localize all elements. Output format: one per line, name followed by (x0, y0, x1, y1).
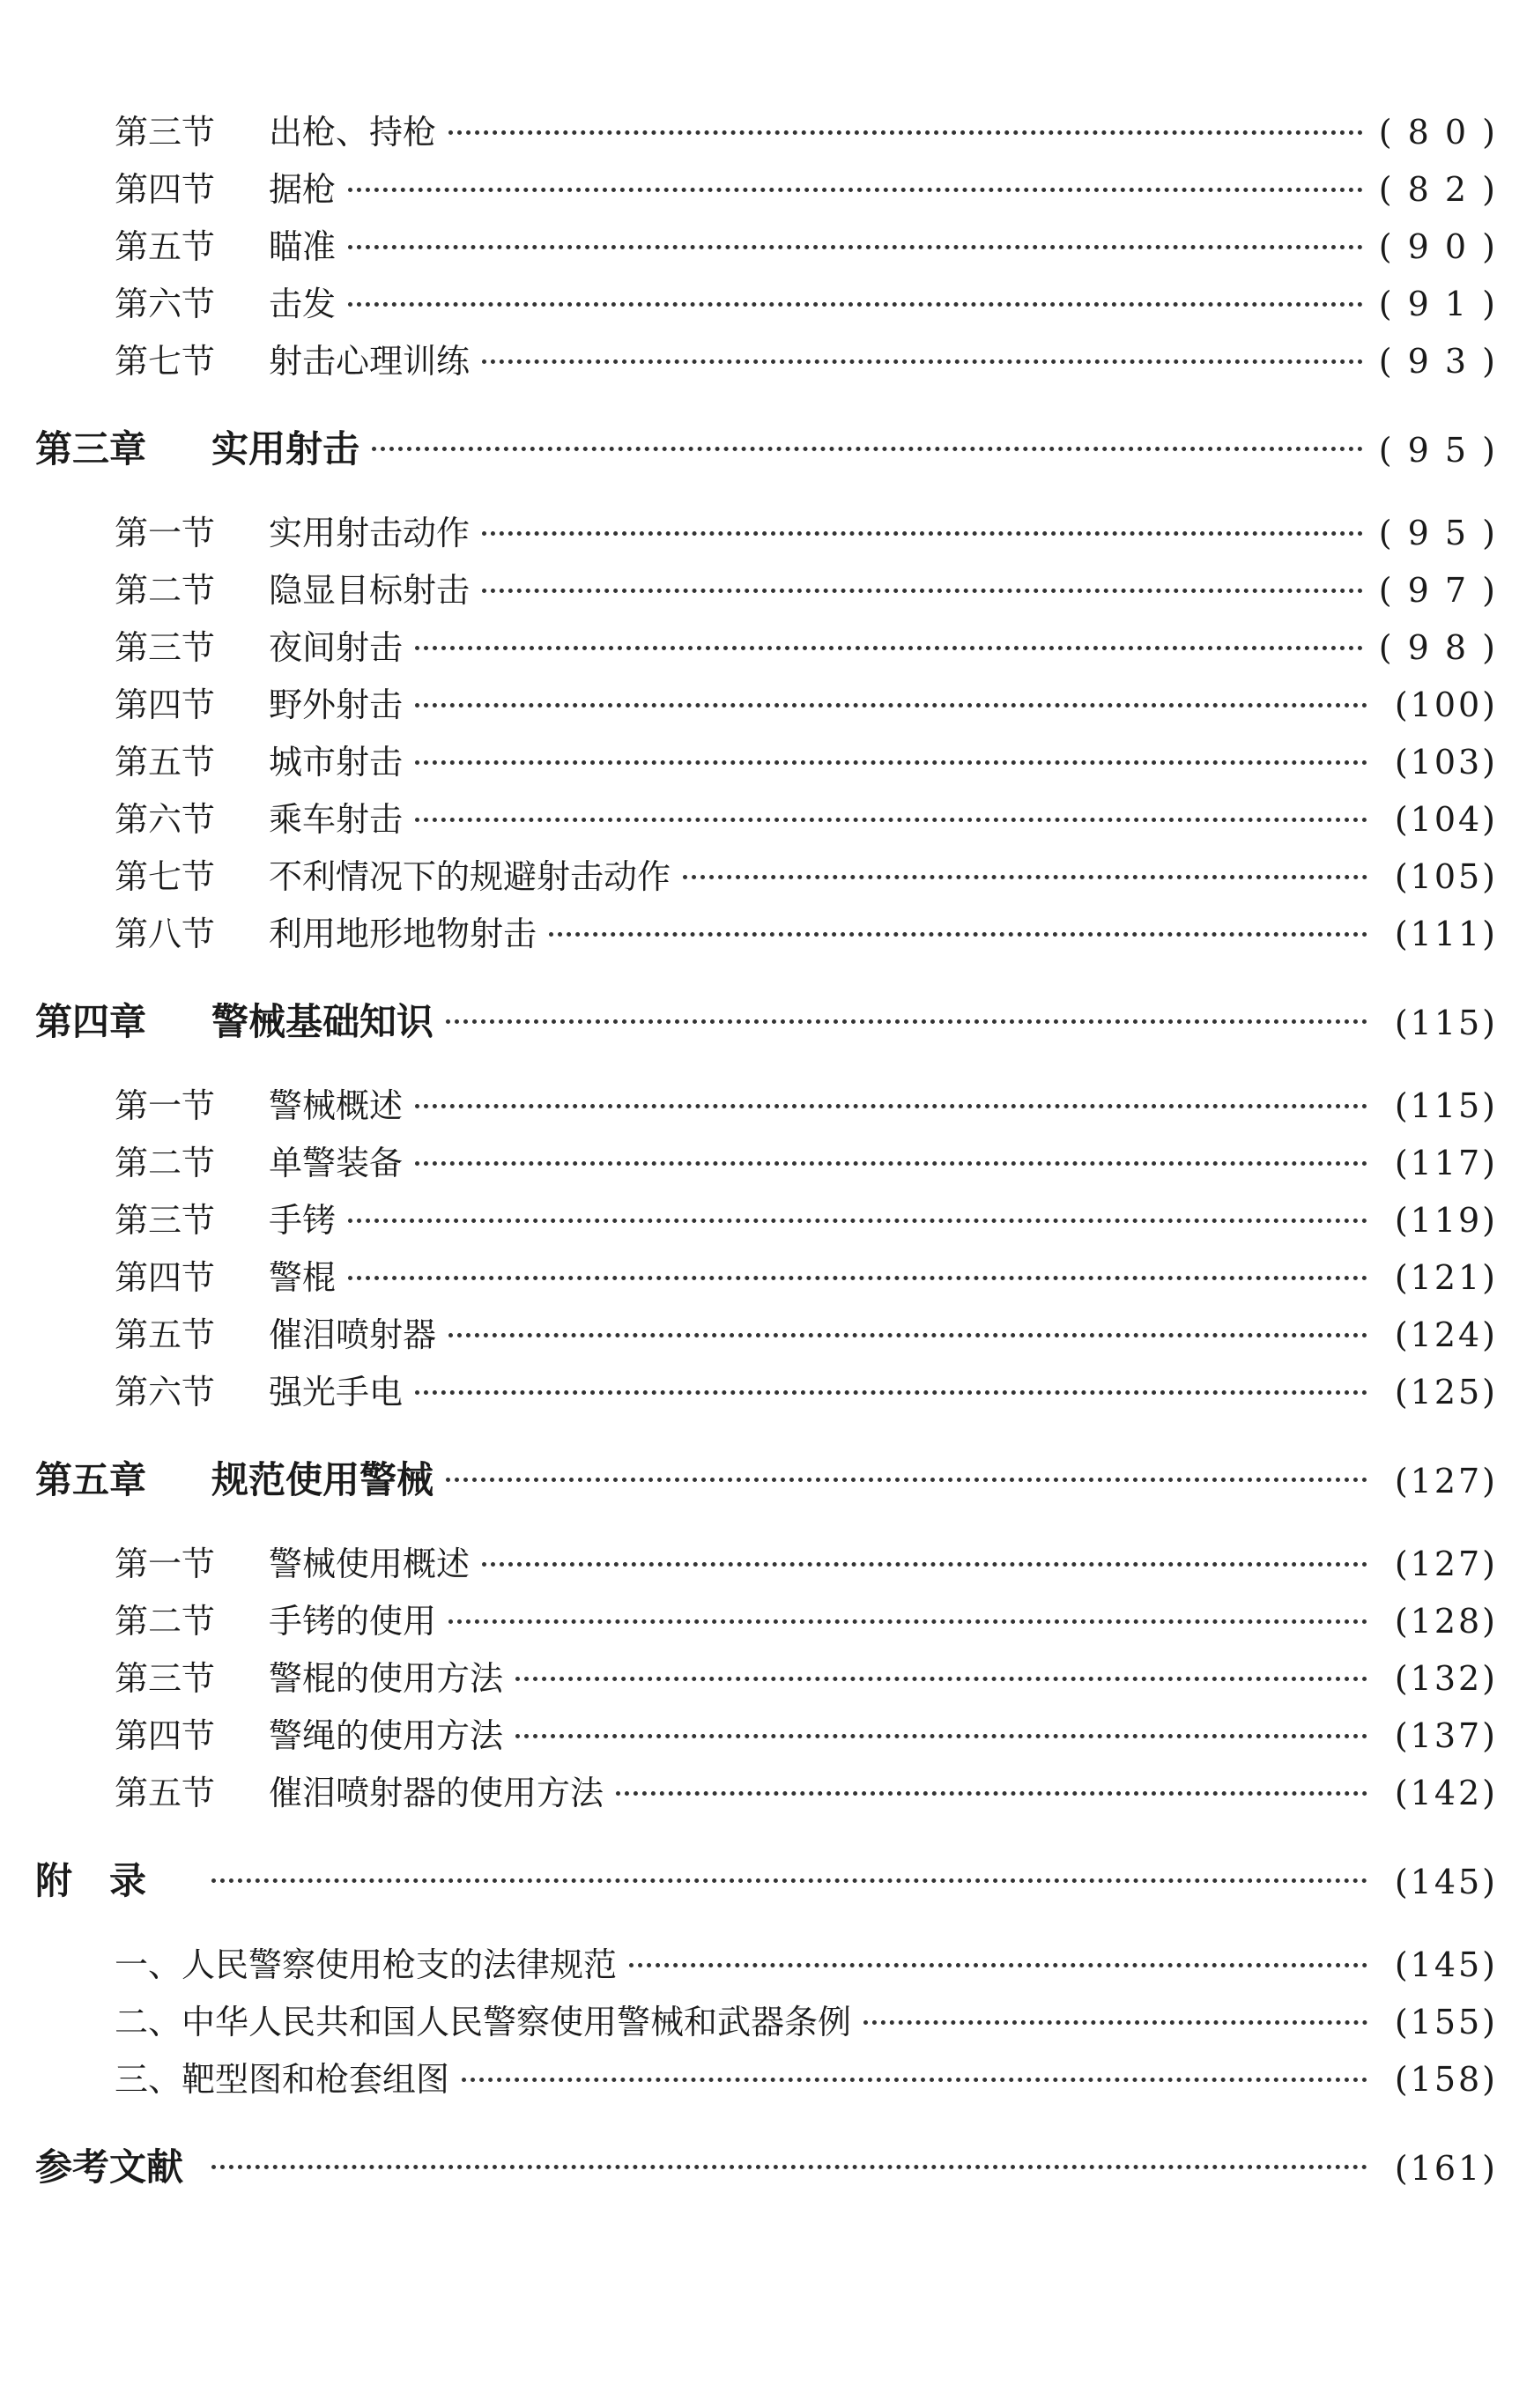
toc-entry-label: 附 录 (35, 1859, 147, 1902)
toc-entry-title: 规范使用警械 (211, 1458, 434, 1501)
toc-entry-title: 利用地形地物射击 (269, 915, 537, 953)
toc-entry-label: 第六节 (115, 800, 216, 839)
toc-section-row (115, 224, 1498, 270)
toc-entry-label: 第一节 (115, 1545, 216, 1583)
dot-leader (616, 1791, 1367, 1796)
toc-entry-label: 第五节 (115, 1774, 216, 1812)
toc-entry-title: 乘车射击 (269, 800, 404, 839)
toc-section-row (115, 338, 1498, 384)
dot-leader (482, 589, 1363, 593)
toc-page-number: (128) (1394, 1602, 1498, 1641)
toc-entry-title: 据枪 (269, 170, 337, 209)
toc-entry-title: 催泪喷射器的使用方法 (269, 1774, 604, 1812)
toc-page-number: ( 8 0 ) (1378, 113, 1498, 152)
dot-leader (348, 1276, 1367, 1280)
toc-entry-label: 第四节 (115, 1258, 216, 1297)
dot-leader (415, 646, 1363, 650)
toc-page-number: (132) (1394, 1659, 1498, 1698)
toc-section-row (115, 567, 1498, 613)
toc-section-row (115, 682, 1498, 728)
toc-chapter-row (35, 1456, 1498, 1505)
toc-entry-title: 手铐 (269, 1201, 337, 1240)
toc-section-row (115, 1312, 1498, 1358)
toc-page-number: (142) (1394, 1774, 1498, 1812)
toc-entry-label: 第四章 (35, 1000, 147, 1043)
toc-page-number: ( 8 2 ) (1378, 170, 1498, 209)
toc-entry-label: 第三节 (115, 113, 216, 152)
toc-entry-title: 不利情况下的规避射击动作 (269, 857, 671, 896)
toc-section-row (115, 739, 1498, 785)
dot-leader (415, 1104, 1367, 1108)
toc-entry-label: 第五节 (115, 227, 216, 266)
dot-leader (863, 2020, 1367, 2025)
toc-entry-title: 城市射击 (269, 743, 404, 782)
toc-section-row (115, 510, 1498, 556)
toc-page-number: ( 9 0 ) (1378, 227, 1498, 266)
toc-section-row (115, 796, 1498, 842)
toc-entry-label: 第五章 (35, 1458, 147, 1501)
toc-page-number: (124) (1394, 1315, 1498, 1354)
toc-page-number: (111) (1394, 915, 1498, 953)
toc-entry-title: 实用射击动作 (269, 514, 471, 552)
dot-leader (415, 818, 1367, 822)
toc-entry-label: 第二节 (115, 1602, 216, 1641)
toc-page-number: (155) (1394, 2003, 1498, 2041)
toc-entry-label: 第七节 (115, 342, 216, 381)
dot-leader (629, 1963, 1367, 1967)
toc-entry-title: 警绳的使用方法 (269, 1716, 504, 1755)
toc-section-row (115, 2056, 1498, 2102)
toc-page-number: (105) (1394, 857, 1498, 896)
toc-entry-label: 第八节 (115, 915, 216, 953)
toc-section-row (115, 1598, 1498, 1644)
dot-leader (462, 2078, 1367, 2082)
toc-entry-title: 出枪、持枪 (269, 113, 437, 152)
toc-section-row (115, 1197, 1498, 1243)
toc-entry-label: 第五节 (115, 1315, 216, 1354)
toc-entry-label: 第二节 (115, 571, 216, 610)
toc-chapter-row (35, 1856, 1498, 1906)
dot-leader (515, 1677, 1367, 1681)
dot-leader (211, 1878, 1367, 1883)
toc-entry-title: 隐显目标射击 (269, 571, 471, 610)
toc-entry-title: 三、靶型图和枪套组图 (115, 2060, 450, 2099)
dot-leader (348, 1219, 1367, 1223)
toc-page-number: (115) (1394, 1004, 1498, 1042)
toc-section-row (115, 109, 1498, 155)
toc-entry-label: 参考文献 (35, 2145, 184, 2189)
toc-page-number: (125) (1394, 1373, 1498, 1411)
toc-entry-title: 强光手电 (269, 1373, 404, 1411)
dot-leader (415, 1161, 1367, 1166)
toc-entry-label: 第三节 (115, 628, 216, 667)
toc-entry-title: 野外射击 (269, 685, 404, 724)
toc-page-number: (145) (1394, 1945, 1498, 1984)
toc-entry-label: 第二节 (115, 1144, 216, 1182)
toc-entry-title: 警械基础知识 (211, 1000, 434, 1043)
toc-page-number: (137) (1394, 1716, 1498, 1755)
toc-page-number: ( 9 5 ) (1378, 431, 1498, 470)
dot-leader (415, 1390, 1367, 1395)
dot-leader (448, 1333, 1367, 1337)
toc-entry-label: 第六节 (115, 285, 216, 323)
toc-entry-title: 警械使用概述 (269, 1545, 471, 1583)
toc-section-row (115, 167, 1498, 212)
toc-section-row (115, 1140, 1498, 1186)
toc-entry-title: 单警装备 (269, 1144, 404, 1182)
toc-page-number: (127) (1394, 1545, 1498, 1583)
dot-leader (482, 531, 1363, 536)
toc-entry-title: 手铐的使用 (269, 1602, 437, 1641)
toc-entry-title: 击发 (269, 285, 337, 323)
toc-entry-title: 二、中华人民共和国人民警察使用警械和武器条例 (115, 2003, 852, 2041)
toc-section-row (115, 281, 1498, 327)
toc-entry-title: 催泪喷射器 (269, 1315, 437, 1354)
toc-entry-title: 实用射击 (211, 427, 360, 470)
toc-page-number: ( 9 1 ) (1378, 285, 1498, 323)
toc-entry-title: 一、人民警察使用枪支的法律规范 (115, 1945, 618, 1984)
toc-entry-label: 第七节 (115, 857, 216, 896)
dot-leader (211, 2165, 1367, 2169)
toc-page-number: (127) (1394, 1462, 1498, 1500)
toc-page-number: ( 9 3 ) (1378, 342, 1498, 381)
toc-section-row (115, 1999, 1498, 2045)
dot-leader (549, 932, 1367, 937)
toc-page-number: (145) (1394, 1863, 1498, 1901)
toc-page-number: (158) (1394, 2060, 1498, 2099)
toc-entry-label: 第三节 (115, 1659, 216, 1698)
dot-leader (348, 245, 1363, 249)
toc-page-number: (121) (1394, 1258, 1498, 1297)
toc-entry-label: 第三章 (35, 427, 147, 470)
dot-leader (448, 1619, 1367, 1624)
dot-leader (683, 875, 1367, 879)
dot-leader (415, 703, 1367, 708)
toc-page-number: (100) (1394, 685, 1498, 724)
toc-page-number: (104) (1394, 800, 1498, 839)
toc-entry-label: 第四节 (115, 685, 216, 724)
toc-page-number: ( 9 8 ) (1378, 628, 1498, 667)
dot-leader (482, 359, 1363, 364)
toc-section-row (115, 1083, 1498, 1129)
dot-leader (348, 188, 1363, 192)
toc-entry-label: 第五节 (115, 743, 216, 782)
toc-page-number: ( 9 7 ) (1378, 571, 1498, 610)
toc-section-row (115, 1656, 1498, 1701)
toc-entry-title: 警棍 (269, 1258, 337, 1297)
toc-chapter-row (35, 2143, 1498, 2192)
toc-section-row (115, 1770, 1498, 1816)
toc-page-number: ( 9 5 ) (1378, 514, 1498, 552)
toc-section-row (115, 1942, 1498, 1988)
dot-leader (446, 1019, 1367, 1024)
toc-entry-label: 第一节 (115, 514, 216, 552)
dot-leader (415, 760, 1367, 765)
toc-entry-title: 瞄准 (269, 227, 337, 266)
toc-section-row (115, 1541, 1498, 1587)
dot-leader (448, 130, 1363, 135)
toc-page-number: (161) (1394, 2149, 1498, 2188)
toc-section-row (115, 1713, 1498, 1759)
toc-entry-title: 警棍的使用方法 (269, 1659, 504, 1698)
toc-section-row (115, 911, 1498, 957)
toc-entry-label: 第四节 (115, 170, 216, 209)
toc-entry-title: 射击心理训练 (269, 342, 471, 381)
toc-chapter-row (35, 997, 1498, 1047)
dot-leader (372, 447, 1363, 451)
toc-section-row (115, 1255, 1498, 1300)
toc-entry-label: 第四节 (115, 1716, 216, 1755)
toc-entry-title: 夜间射击 (269, 628, 404, 667)
toc-section-row (115, 625, 1498, 671)
toc-entry-label: 第一节 (115, 1086, 216, 1125)
dot-leader (515, 1734, 1367, 1738)
toc-entry-label: 第三节 (115, 1201, 216, 1240)
dot-leader (482, 1562, 1367, 1567)
toc-page-number: (119) (1394, 1201, 1498, 1240)
toc-page-number: (115) (1394, 1086, 1498, 1125)
toc-section-row (115, 854, 1498, 900)
toc-entry-title: 警械概述 (269, 1086, 404, 1125)
dot-leader (348, 302, 1363, 307)
toc-page-number: (103) (1394, 743, 1498, 782)
dot-leader (446, 1478, 1367, 1482)
toc-section-row (115, 1369, 1498, 1415)
toc-entry-label: 第六节 (115, 1373, 216, 1411)
toc-page-number: (117) (1394, 1144, 1498, 1182)
toc-chapter-row (35, 425, 1498, 474)
